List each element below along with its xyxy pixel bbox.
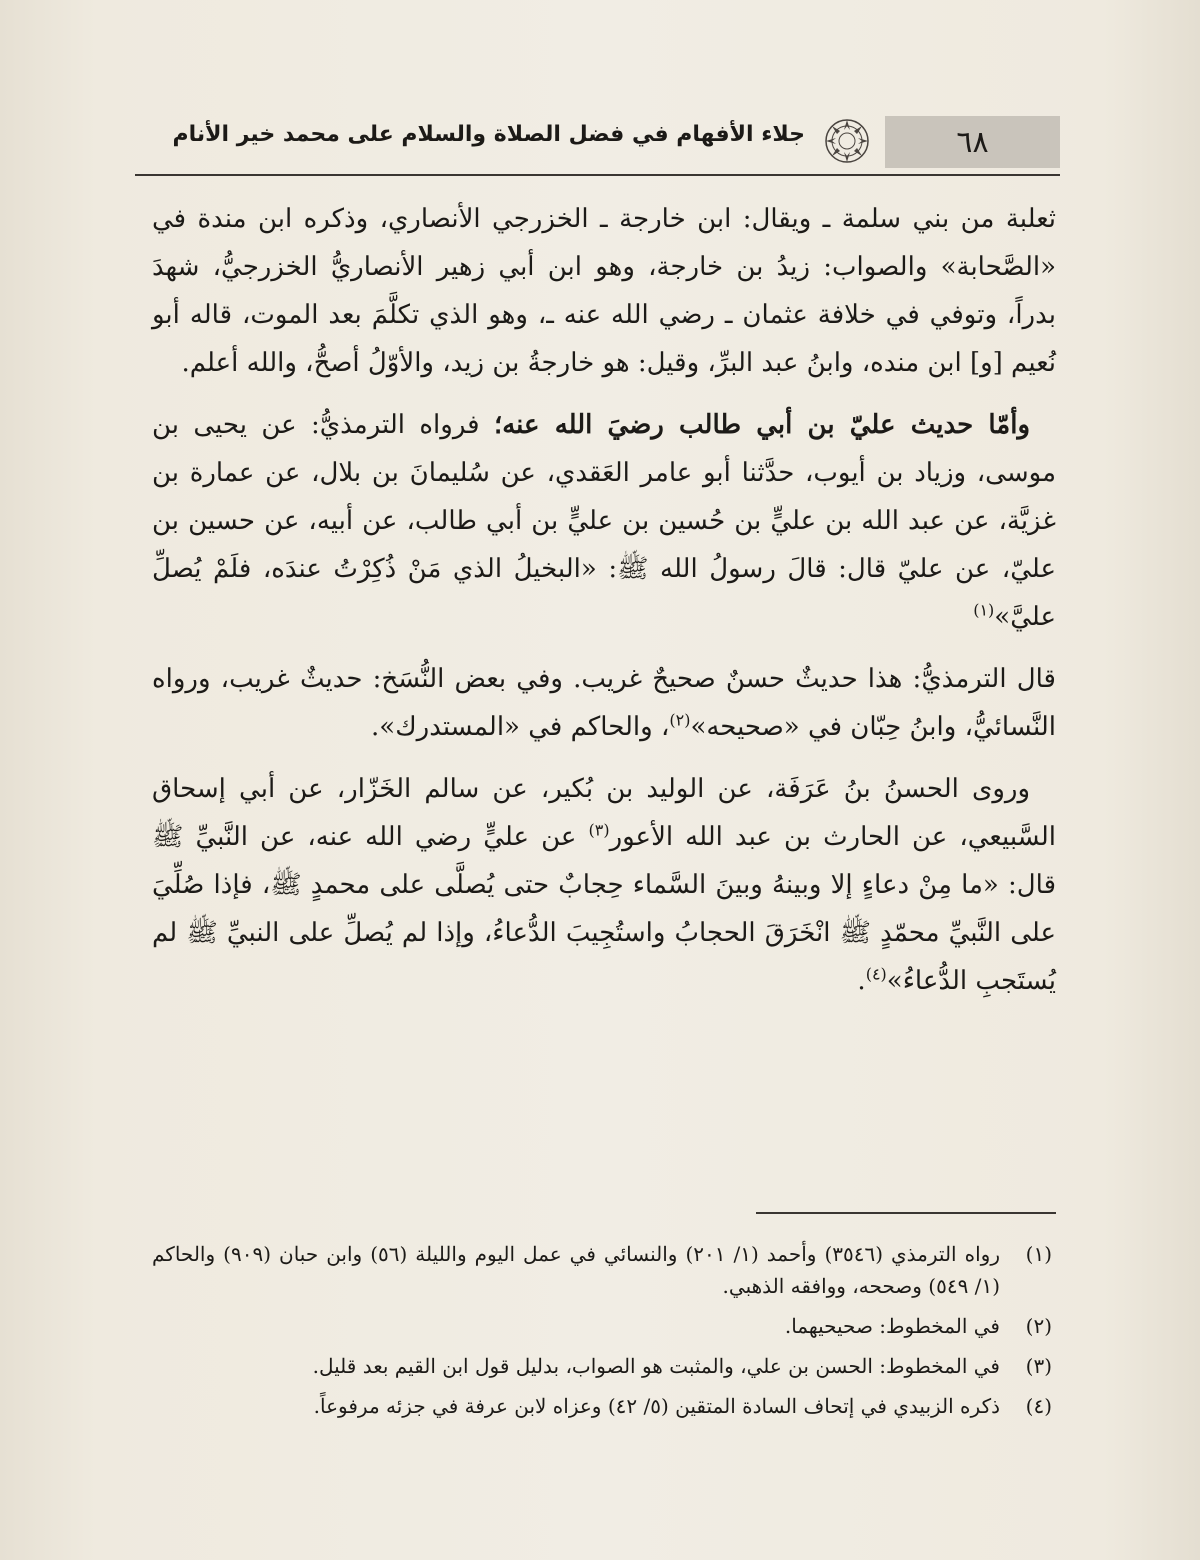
footnote [152, 1310, 1052, 1342]
paragraph-text: ، والحاكم في «المستدرك». [371, 712, 670, 742]
page-number-box [885, 116, 1060, 168]
footnote-ref[interactable]: (٢) [669, 710, 691, 730]
paragraph-text: . [857, 966, 866, 996]
paragraph [152, 401, 1056, 641]
footnote-number: (٢) [1025, 1314, 1052, 1338]
page-header [135, 112, 1060, 176]
footnote-text: في المخطوط: صحيحيهما. [784, 1314, 1000, 1338]
rosette-ornament-icon [824, 118, 870, 164]
paragraph [152, 765, 1056, 1005]
footnotes [152, 1238, 1052, 1430]
footnote-ref[interactable]: (٣) [588, 820, 610, 840]
page-number: ٦٨ [956, 124, 989, 160]
running-title: جلاء الأفهام في فضل الصلاة والسلام على محمد خير الأنام [172, 122, 805, 147]
bold-lead: وأمّا حديث عليّ بن أبي طالب رضيَ الله عنه؛ [493, 410, 1030, 440]
footnote-divider [756, 1212, 1056, 1214]
paragraph [152, 655, 1056, 751]
footnote [152, 1350, 1052, 1382]
footnote-ref[interactable]: (٤) [865, 964, 887, 984]
paragraph: ثعلبة من بني سلمة ـ ويقال: ابن خارجة ـ الخزرجي الأنصاري، وذكره ابن مندة في «الصَّحابة» والصواب: زيدُ بن خارجة، وهو ابن أبي زهير الأنصاريُّ الخزرجيُّ، شهدَ بدراً، وتوفي في خلافة عثمان ـ رضي الله عنه ـ، وهو الذي تكلَّمَ بعد الموت، قاله أبو نُعيم [و] ابن منده، وابنُ عبد البرِّ، وقيل: هو خارجةُ بن زيد، والأوّلُ أصحُّ، والله أعلم. [152, 204, 1056, 378]
footnote [152, 1390, 1052, 1422]
paragraph-text: قال الترمذيُّ: هذا حديثٌ حسنٌ صحيحٌ غريب. وفي بعض النُّسَخ: حديثٌ غريب، ورواه النَّسائيُّ، وابنُ حِبّان في «صحيحه» [152, 664, 1056, 742]
footnote-number: (٣) [1025, 1354, 1052, 1378]
footnote-number: (١) [1025, 1242, 1052, 1266]
footnote-ref[interactable]: (١) [973, 600, 995, 620]
footnote [152, 1238, 1052, 1302]
paragraph-text: عن عليٍّ رضي الله عنه، عن النَّبيِّ ﷺ قال: «ما مِنْ دعاءٍ إلا وبينهُ وبينَ السَّماء حِجابٌ حتى يُصلَّى على محمدٍ ﷺ، فإذا صُلِّيَ على النَّبيِّ محمّدٍ ﷺ انْخَرَقَ الحجابُ واستُجِيبَ الدُّعاءُ، وإذا لم يُصلِّ على النبيِّ ﷺ لم يُستَجبِ الدُّعاءُ» [152, 822, 1057, 996]
footnote-text: ذكره الزبيدي في إتحاف السادة المتقين (٥/ ٤٢) وعزاه لابن عرفة في جزئه مرفوعاً. [313, 1394, 1000, 1418]
footnote-text: رواه الترمذي (٣٥٤٦) وأحمد (١/ ٢٠١) والنسائي في عمل اليوم والليلة (٥٦) وابن حبان (٩٠٩) والحاكم (١/ ٥٤٩) وصححه، ووافقه الذهبي. [152, 1242, 1000, 1298]
footnote-number: (٤) [1025, 1394, 1052, 1418]
main-text [152, 195, 1056, 1005]
footnote-text: في المخطوط: الحسن بن علي، والمثبت هو الصواب، بدليل قول ابن القيم بعد قليل. [312, 1354, 1000, 1378]
paragraph-text: فرواه الترمذيُّ: عن يحيى بن موسى، وزياد بن أيوب، حدَّثنا أبو عامر العَقدي، عن سُليمانَ بن بلال، عن عمارة بن غزيَّة، عن عبد الله بن عليٍّ بن حُسين بن عليٍّ بن أبي طالب، عن أبيه، عن حسين بن عليّ، عن عليّ قال: قالَ رسولُ الله ﷺ: «البخيلُ الذي مَنْ ذُكِرْتُ عندَه، فلَمْ يُصلِّ عليَّ» [152, 410, 1056, 632]
paragraph-text: وروى الحسنُ بنُ عَرَفَة، عن الوليد بن بُكير، عن سالم الخَزّار، عن أبي إسحاق السَّبيعي، عن الحارث بن عبد الله الأعور [152, 774, 1057, 852]
